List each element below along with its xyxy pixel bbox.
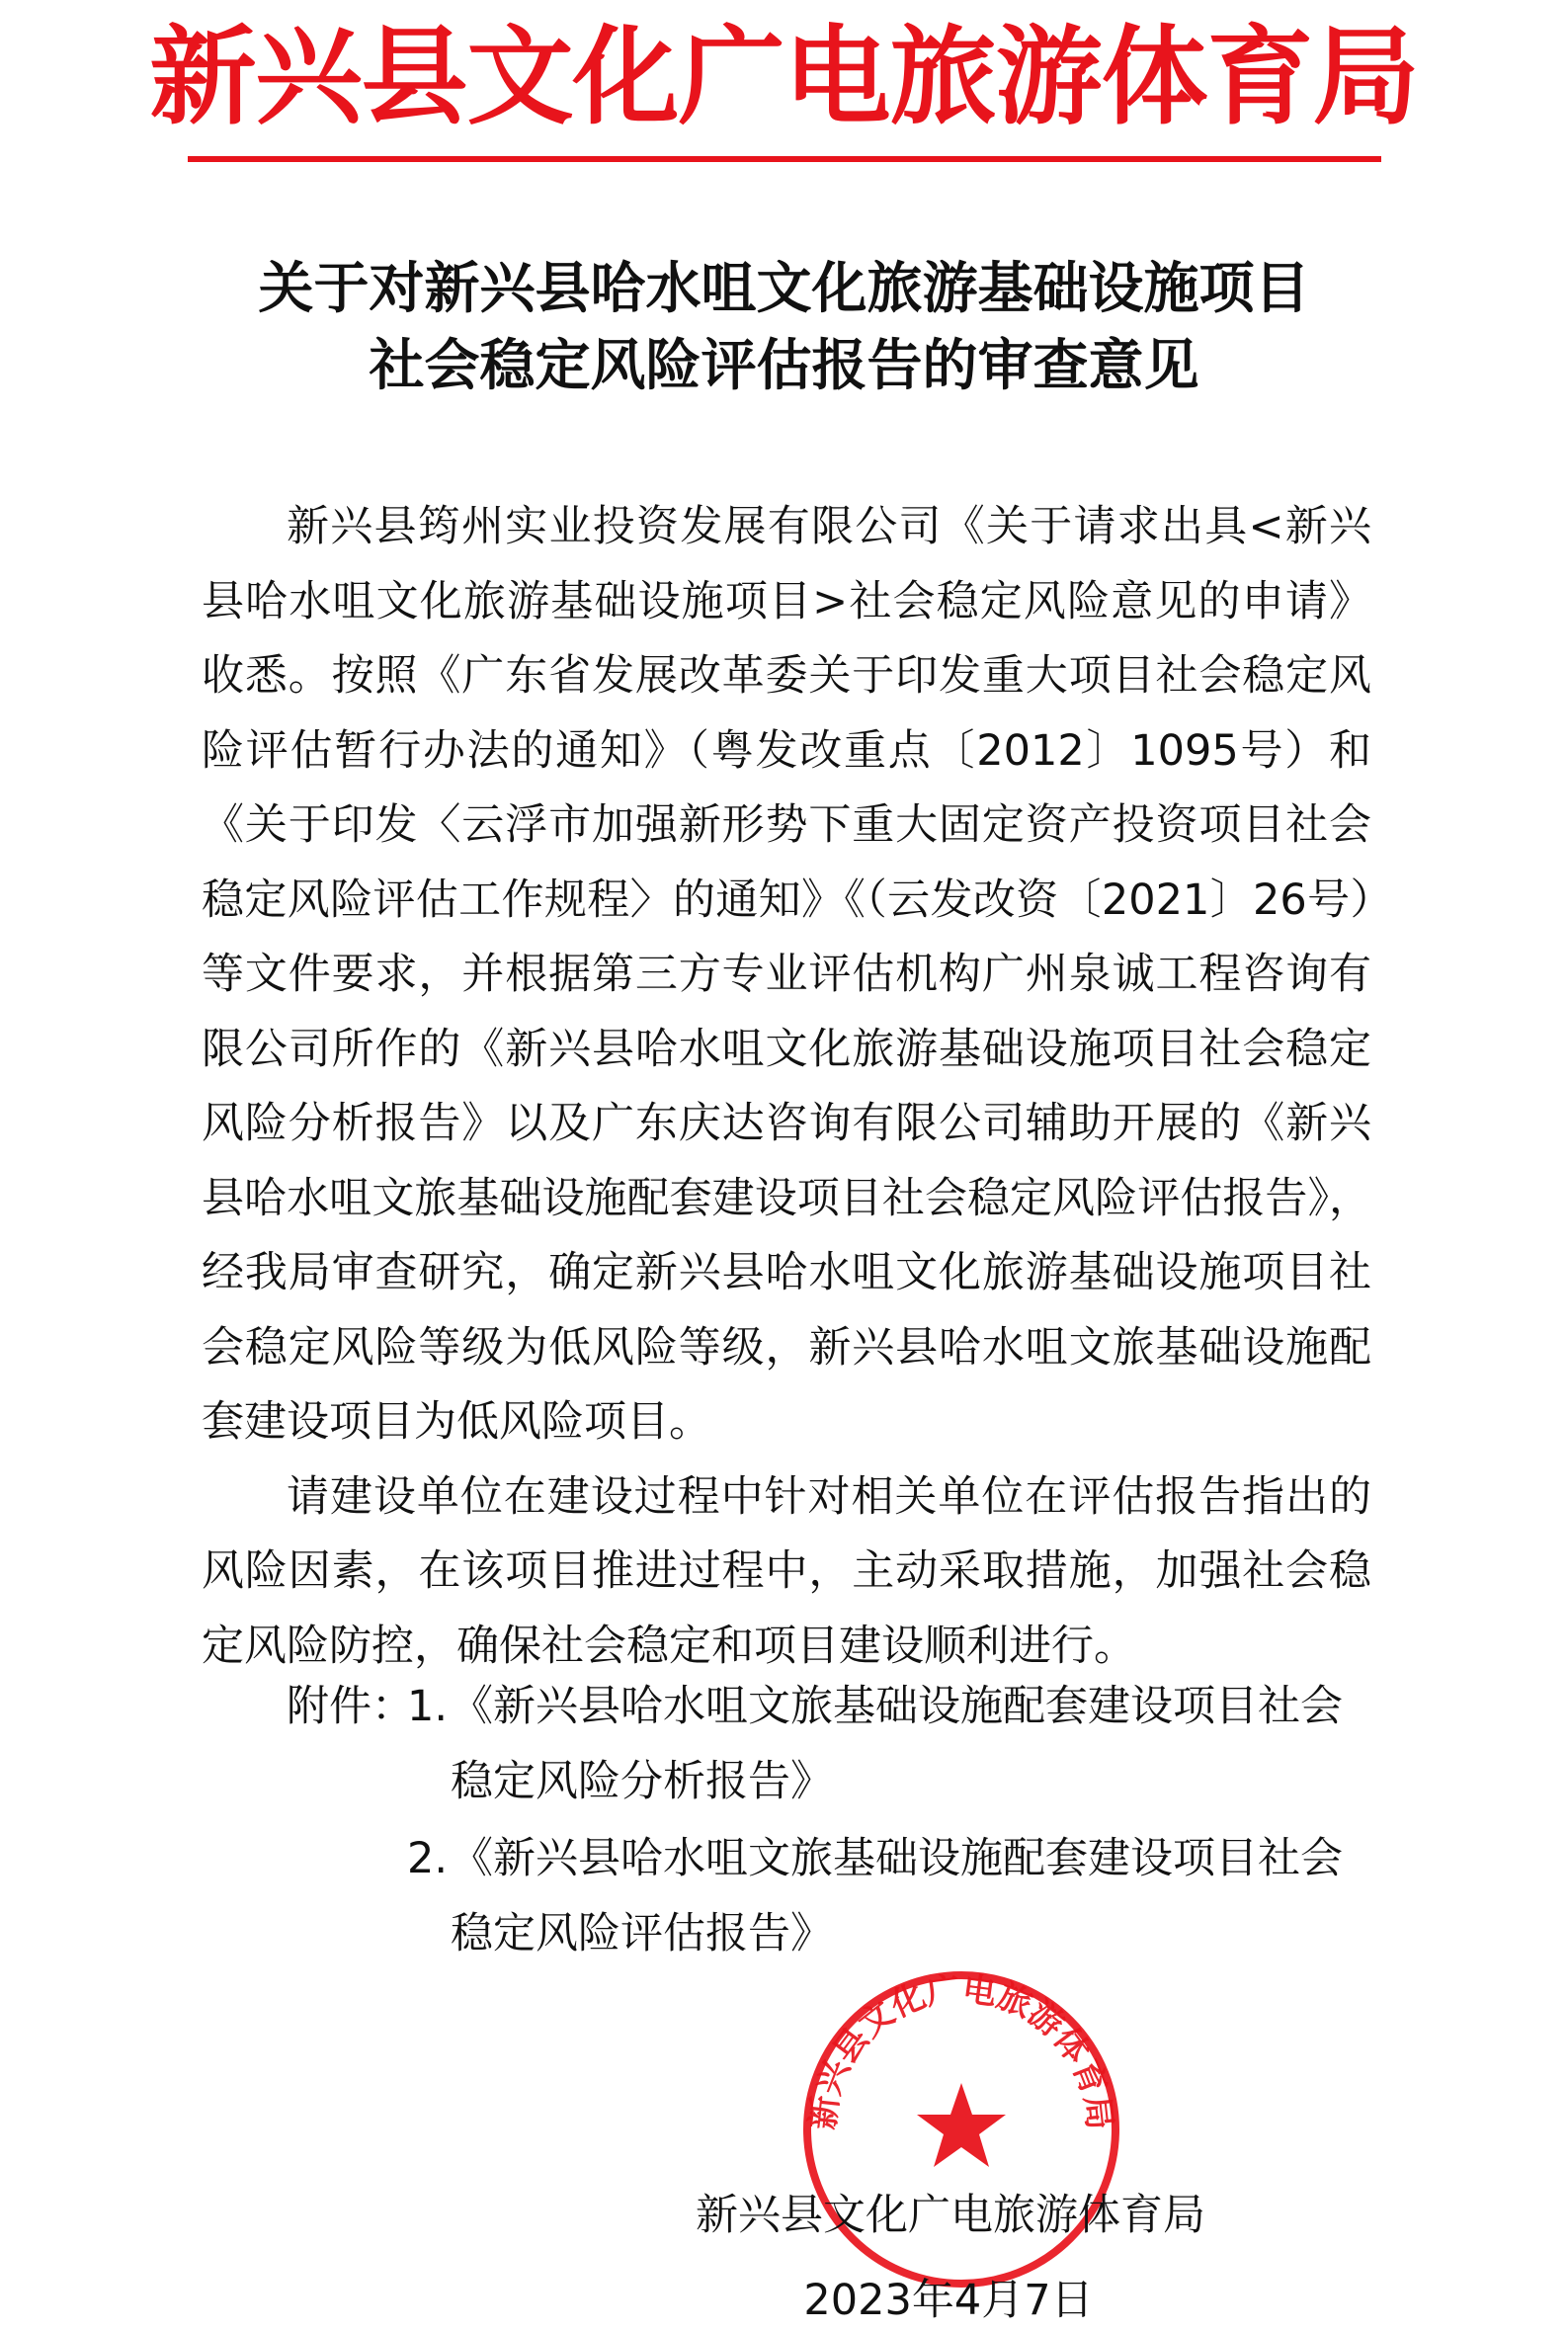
seal-star-icon <box>917 2083 1006 2167</box>
document-title-line-2: 社会稳定风险评估报告的审查意见 <box>369 333 1199 398</box>
attachment-title: 《新兴县哈水咀文旅基础设施配套建设项目社会稳定风险评估报告》 <box>451 1834 1343 1958</box>
attachment-number: 2. <box>407 1834 449 1883</box>
attachment-title: 《新兴县哈水咀文旅基础设施配套建设项目社会稳定风险分析报告》 <box>451 1682 1343 1806</box>
signature-organization: 新兴县文化广电旅游体育局 <box>696 2191 1205 2240</box>
attachments-label: 附件： <box>287 1682 414 1731</box>
document-title-line-1: 关于对新兴县哈水咀文化旅游基础设施项目 <box>258 256 1310 321</box>
letterhead-title: 新兴县文化广电旅游体育局 <box>149 15 1419 139</box>
attachments-list <box>407 1670 1371 1974</box>
body-paragraph-2: 请建设单位在建设过程中针对相关单位在评估报告指出的风险因素，在该项目推进过程中，主动采取措施，加强社会稳定风险防控，确保社会稳定和项目建设顺利进行。 <box>202 1471 1371 1671</box>
letterhead-divider <box>188 156 1381 162</box>
signature-date: 2023年4月7日 <box>803 2276 1094 2325</box>
attachment-item <box>407 1670 1371 1819</box>
document-body <box>202 490 1371 1684</box>
seal-text: 新兴县文化广电旅游体育局 <box>803 1969 1119 2132</box>
attachment-number: 1. <box>407 1682 449 1731</box>
attachment-item <box>407 1822 1371 1971</box>
body-paragraph-1: 新兴县筠州实业投资发展有限公司《关于请求出具<新兴县哈水咀文化旅游基础设施项目>社会稳定风险意见的申请》收悉。按照《广东省发展改革委关于印发重大项目社会稳定风险评估暂行办法的通知》（粤发改重点〔2012〕1095号）和《关于印发〈云浮市加强新形势下重大固定资产投资项目社会稳定风险评估工作规程〉的通知》《（云发改资〔2021〕26号）等文件要求，并根据第三方专业评估机构广州泉诚工程咨询有限公司所作的《新兴县哈水咀文化旅游基础设施项目社会稳定风险分析报告》以及广东庆达咨询有限公司辅助开展的《新兴县哈水咀文旅基础设施配套建设项目社会稳定风险评估报告》，经我局审查研究，确定新兴县哈水咀文化旅游基础设施项目社会稳定风险等级为低风险等级，新兴县哈水咀文旅基础设施配套建设项目为低风险项目。 <box>202 502 1371 1447</box>
attachments-section <box>202 1670 1371 1974</box>
